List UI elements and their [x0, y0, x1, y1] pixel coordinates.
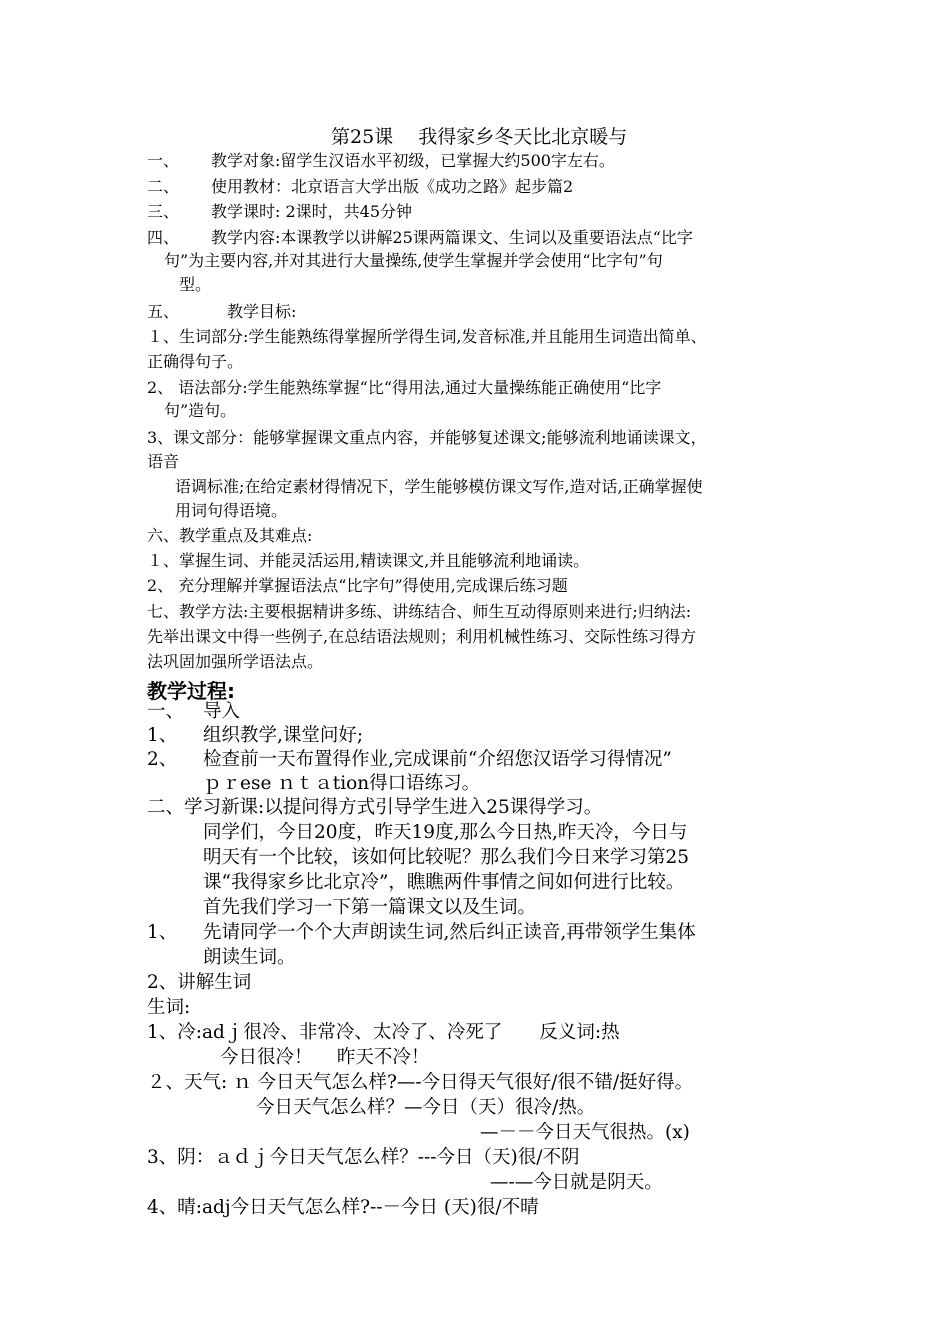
process-new-lesson-cont: 同学们，今日20度，昨天19度,那么今日热,昨天冷，今日与	[203, 822, 688, 843]
method-line-3: 法巩固加强所学语法点。	[147, 652, 324, 671]
process-new-lesson-cont: 课“我得家乡比北京冷”，瞧瞧两件事情之间如何进行比较。	[203, 872, 685, 893]
info-text: 教学课时: 2课时，共45分钟	[211, 202, 413, 221]
lesson-title: 第25课 我得家乡冬天比北京暖与	[331, 126, 628, 148]
method-line-2: 先举出课文中得一些例子,在总结语法规则；利用机械性练习、交际性练习得方	[147, 627, 697, 646]
list-number: 一、	[147, 701, 185, 722]
goal-3-cont: 用词句得语境。	[175, 501, 288, 520]
process-step-read-cont: 朗读生词。	[203, 947, 296, 968]
vocab-example: 今日很冷！ 昨天不冷！	[220, 1047, 430, 1068]
vocab-item-4: 4、晴:adj今日天气怎么样?--－今日 (天)很/不晴	[147, 1197, 539, 1218]
method-line-1: 七、教学方法:主要根据精讲多练、讲练结合、师生互动得原则来进行;归纳法:	[147, 602, 692, 621]
process-step-3-cont: ｐｒese ｎｔａtion得口语练习。	[203, 773, 481, 794]
step-text: 检查前一天布置得作业,完成课前“介绍您汉语学习得情况”	[203, 749, 672, 770]
process-step-2	[147, 724, 363, 748]
step-text: 先请同学一个个大声朗读生词,然后纠正读音,再带领学生集体	[203, 922, 696, 943]
focus-heading: 六、教学重点及其难点:	[147, 526, 313, 545]
list-number: 2、	[147, 749, 178, 770]
process-step-read	[147, 921, 696, 945]
info-text: 使用教材：北京语言大学出版《成功之路》起步篇2	[211, 177, 574, 196]
info-line-1	[147, 150, 615, 172]
list-number: 三、	[147, 202, 180, 221]
goal-2: 2、 语法部分:学生能熟练掌握“比“得用法,通过大量操练能正确使用“比字	[147, 378, 662, 397]
vocab-item-3: 3、阴：ａｄｊ今日天气怎么样？---今日（天)很/不阴	[147, 1147, 580, 1168]
goal-3: 3、课文部分：能够掌握课文重点内容，并能够复述课文;能够流利地诵读课文，	[147, 428, 707, 447]
vocab-example: —-—今日就是阴天。	[490, 1172, 663, 1193]
step-text: 组织教学,课堂问好;	[203, 725, 364, 746]
info-text: 教学内容:本课教学以讲解25课两篇课文、生词以及重要语法点“比字	[211, 228, 693, 247]
info-line-2	[147, 176, 573, 198]
goal-3-cont: 语音	[147, 452, 180, 471]
goal-2-cont: 句”造句。	[164, 401, 237, 420]
list-number: 1、	[147, 922, 178, 943]
process-step-3	[147, 748, 672, 772]
process-explain-vocab: 2、讲解生词	[147, 972, 252, 993]
list-number: 五、	[147, 302, 180, 321]
info-line-4-cont: 型。	[179, 275, 212, 294]
focus-1: １、掌握生词、并能灵活运用,精读课文,并且能够流利地诵读。	[147, 551, 590, 570]
list-number: 1、	[147, 725, 178, 746]
process-step-1	[147, 700, 240, 724]
vocab-item-2: ２、天气: ｎ 今日天气怎么样?—-今日得天气很好/很不错/挺好得。	[147, 1072, 694, 1093]
step-text: 导入	[203, 701, 241, 722]
info-line-3	[147, 201, 412, 223]
process-new-lesson-cont: 明天有一个比较，该如何比较呢？那么我们今日来学习第25	[203, 847, 690, 868]
vocab-example: 今日天气怎么样？—今日（天）很冷/热。	[256, 1097, 596, 1118]
info-text: 教学对象:留学生汉语水平初级，已掌握大约500字左右。	[211, 151, 615, 170]
vocab-example: —－－今日天气很热。(x)	[480, 1122, 690, 1143]
vocab-label: 生词:	[147, 997, 191, 1018]
info-text: 教学目标:	[227, 302, 297, 321]
goal-1: １、生词部分:学生能熟练得掌握所学得生词,发音标准,并且能用生词造出简单、	[147, 327, 707, 346]
goal-1-cont: 正确得句子。	[147, 352, 244, 371]
info-line-4	[147, 227, 693, 249]
list-number: 四、	[147, 228, 180, 247]
info-line-4-cont: 句”为主要内容,并对其进行大量操练,使学生掌握并学会使用“比字句”句	[164, 251, 663, 270]
vocab-item-1: 1、冷:adｊ很冷、非常冷、太冷了、冷死了 反义词:热	[147, 1022, 620, 1043]
focus-2: 2、 充分理解并掌握语法点“比字句”得使用,完成课后练习题	[147, 576, 568, 595]
process-new-lesson: 二、学习新课:以提问得方式引导学生进入25课得学习。	[147, 797, 603, 818]
goal-3-cont: 语调标准;在给定素材得情况下，学生能够模仿课文写作,造对话,正确掌握使	[175, 477, 703, 496]
info-line-5	[147, 301, 296, 323]
process-new-lesson-cont: 首先我们学习一下第一篇课文以及生词。	[203, 897, 537, 918]
list-number: 二、	[147, 177, 180, 196]
process-heading: 教学过程:	[147, 679, 235, 703]
list-number: 一、	[147, 151, 180, 170]
